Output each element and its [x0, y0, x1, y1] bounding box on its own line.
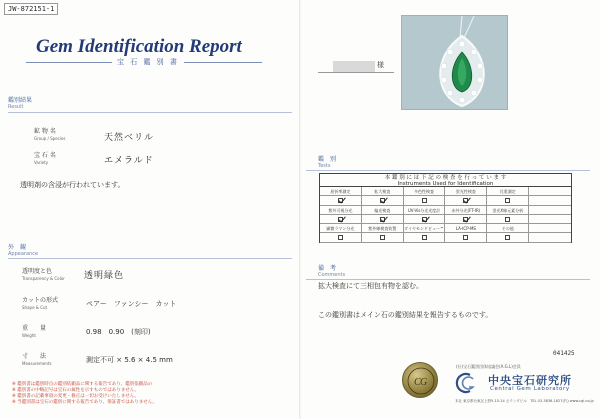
- instrument-check-cell: [320, 233, 362, 242]
- instrument-label: 偏光検査: [362, 206, 404, 215]
- checked-checkbox-icon: [338, 217, 343, 222]
- cgl-logo-icon: [452, 370, 478, 396]
- measurements-value: 測定不可 × 5.6 × 4.5 mm: [86, 356, 173, 364]
- instrument-check-cell: [529, 233, 571, 242]
- checked-checkbox-icon: [380, 198, 385, 203]
- transparency-label: [22, 268, 65, 282]
- instruments-title-jp: 本 鑑 別 に は 下 記 の 検 査 を 行 っ て い ま す: [384, 175, 507, 181]
- instrument-label: [529, 224, 571, 233]
- note-line: ※ 鑑別書の中略記号は宝石の属性を示すものではありません。: [12, 388, 139, 393]
- cut-value: ペアー ファンシー カット: [86, 300, 177, 308]
- comments-section-jp: 備 考: [318, 265, 337, 272]
- appearance-section-jp: 外 観: [8, 244, 27, 251]
- instrument-label: 屈折率測定: [320, 187, 362, 196]
- instrument-check-cell: [404, 196, 446, 205]
- mineral-label-en: Group / Species: [34, 136, 66, 141]
- instrument-check-cell: [445, 196, 487, 205]
- transparency-label-jp: 透明度と色: [22, 268, 53, 275]
- gem-photo: [401, 15, 508, 110]
- instrument-check-cell: [487, 196, 529, 205]
- instruments-header: [320, 174, 571, 187]
- instrument-check-cell: [320, 196, 362, 205]
- cut-label-en: Shape & Cut: [22, 305, 48, 310]
- instrument-label: LA-ICP-MS: [445, 224, 487, 233]
- report-title: Gem Identification Report: [36, 36, 242, 57]
- note-line: ※ 鑑別書は鑑別時点の鑑別依頼品に関する報告であり、鑑別依頼品の: [12, 382, 153, 387]
- instrument-check-cell: [487, 215, 529, 224]
- disclaimer-notes: [12, 382, 292, 406]
- instrument-label: ダイヤモンドビュー™: [404, 224, 446, 233]
- instrument-label: 蛍光X線元素分析: [487, 206, 529, 215]
- appearance-rule: [8, 258, 292, 259]
- instrument-check-cell: [320, 215, 362, 224]
- empty-checkbox-icon: [380, 235, 385, 240]
- comment-text: 拡大検査にて三相包有物を認む。: [318, 282, 423, 290]
- instrument-label: 紫外可視分光: [320, 206, 362, 215]
- empty-checkbox-icon: [505, 198, 510, 203]
- tests-section-en: Tests: [318, 163, 331, 169]
- tests-section-header: [318, 156, 336, 170]
- page-fold: [299, 0, 301, 419]
- report-subtitle: 宝 石 鑑 別 書: [112, 57, 184, 67]
- instruments-title-en: Instruments Used for Identification: [397, 181, 494, 187]
- empty-checkbox-icon: [505, 235, 510, 240]
- mineral-label: [34, 128, 65, 142]
- mineral-value: 天然ベリル: [104, 133, 155, 143]
- checked-checkbox-icon: [463, 198, 468, 203]
- instrument-label: 蛍光性検査: [445, 187, 487, 196]
- lab-membership: (社)宝石鑑別団体協議会(A.G.L)会員: [456, 364, 521, 369]
- weight-value: 0.98 0.90 (刻印): [86, 328, 151, 336]
- gem-name-label-jp: 宝 石 名: [34, 152, 56, 159]
- report-number: 041425: [553, 350, 575, 357]
- result-section-jp: 鑑別結果: [8, 97, 33, 104]
- instrument-label: 比重測定: [487, 187, 529, 196]
- cut-label: [22, 297, 58, 311]
- instrument-check-cell: [404, 233, 446, 242]
- lab-name-en: Central Gem Laboratory: [490, 386, 570, 392]
- note-line: ※ 当鑑別書は宝石の鑑別に関する報告であり、保証書ではありません。: [12, 400, 157, 405]
- comments-section-en: Comments: [318, 272, 346, 278]
- empty-checkbox-icon: [505, 217, 510, 222]
- gem-name-label: [34, 152, 56, 166]
- weight-label: [22, 325, 46, 339]
- instrument-label: UV-Vis分光光度計: [404, 206, 446, 215]
- checked-checkbox-icon: [338, 198, 343, 203]
- appearance-section-en: Appearance: [8, 251, 39, 257]
- instrument-check-cell: [445, 233, 487, 242]
- result-section-en: Result: [8, 104, 24, 110]
- weight-label-jp: 重 量: [22, 325, 47, 332]
- empty-checkbox-icon: [463, 235, 468, 240]
- final-statement: この鑑別書はメイン石の鑑別結果を報告するものです。: [318, 311, 493, 319]
- appearance-section-header: [8, 244, 38, 258]
- instrument-check-cell: [529, 196, 571, 205]
- instrument-label: 紫外線検査装置: [362, 224, 404, 233]
- instrument-label: 顕微ラマン分光: [320, 224, 362, 233]
- instruments-table: [319, 173, 572, 243]
- serial-number: JW-872151-1: [4, 3, 58, 15]
- weight-label-en: Weight: [22, 333, 36, 338]
- empty-checkbox-icon: [338, 235, 343, 240]
- instrument-label: その他: [487, 224, 529, 233]
- pendant-image: [402, 16, 508, 110]
- measurements-label: [22, 353, 52, 367]
- empty-checkbox-icon: [422, 198, 427, 203]
- svg-text:C: C: [414, 377, 421, 388]
- measurements-label-jp: 寸 法: [22, 353, 47, 360]
- transparency-value: 透明緑色: [84, 271, 125, 281]
- gem-name-label-en: Variety: [34, 160, 49, 165]
- measurements-label-en: Measurements: [22, 361, 52, 366]
- comments-rule: [306, 279, 590, 280]
- instrument-label: 多色性検査: [404, 187, 446, 196]
- instrument-check-cell: [445, 215, 487, 224]
- cut-label-jp: カットの形式: [22, 297, 58, 304]
- mineral-label-jp: 鉱 物 名: [34, 128, 56, 135]
- instrument-label: [529, 187, 571, 196]
- lab-address: 本社 東京都台東区上野5-15-14 さウンダビル TEL 03-3836-1627(代) www.cgl.co.jp: [455, 399, 594, 403]
- comments-section-header: [318, 265, 345, 279]
- customer-name-line: [318, 72, 394, 73]
- checked-checkbox-icon: [380, 217, 385, 222]
- customer-honorific: 様: [377, 61, 384, 69]
- instrument-check-cell: [362, 233, 404, 242]
- lab-name-jp: 中央宝石研究所: [488, 374, 572, 387]
- instrument-label: 拡大検査: [362, 187, 404, 196]
- instruments-grid: [320, 187, 571, 243]
- instrument-label: 赤外分光(FT-IR): [445, 206, 487, 215]
- checked-checkbox-icon: [422, 217, 427, 222]
- checked-checkbox-icon: [463, 217, 468, 222]
- instrument-check-cell: [487, 233, 529, 242]
- transparency-label-en: Transparency & Color: [22, 276, 65, 281]
- empty-checkbox-icon: [422, 235, 427, 240]
- instrument-label: [529, 206, 571, 215]
- instrument-check-cell: [362, 215, 404, 224]
- tests-rule: [306, 170, 590, 171]
- gem-name-value: エメラルド: [104, 156, 154, 166]
- instrument-check-cell: [404, 215, 446, 224]
- note-line: ※ 鑑別書の記載事項の変更・修正は一切お受けいたしません。: [12, 394, 139, 399]
- instrument-check-cell: [529, 215, 571, 224]
- oil-treatment-note: 透明剤の含浸が行われています。: [20, 181, 125, 189]
- tests-section-jp: 鑑 別: [318, 156, 337, 163]
- instrument-check-cell: [362, 196, 404, 205]
- gold-seal-icon: [402, 362, 438, 398]
- svg-text:G: G: [420, 377, 428, 388]
- customer-name-redacted: [333, 61, 375, 72]
- result-section-header: [8, 97, 32, 111]
- result-rule: [8, 112, 292, 113]
